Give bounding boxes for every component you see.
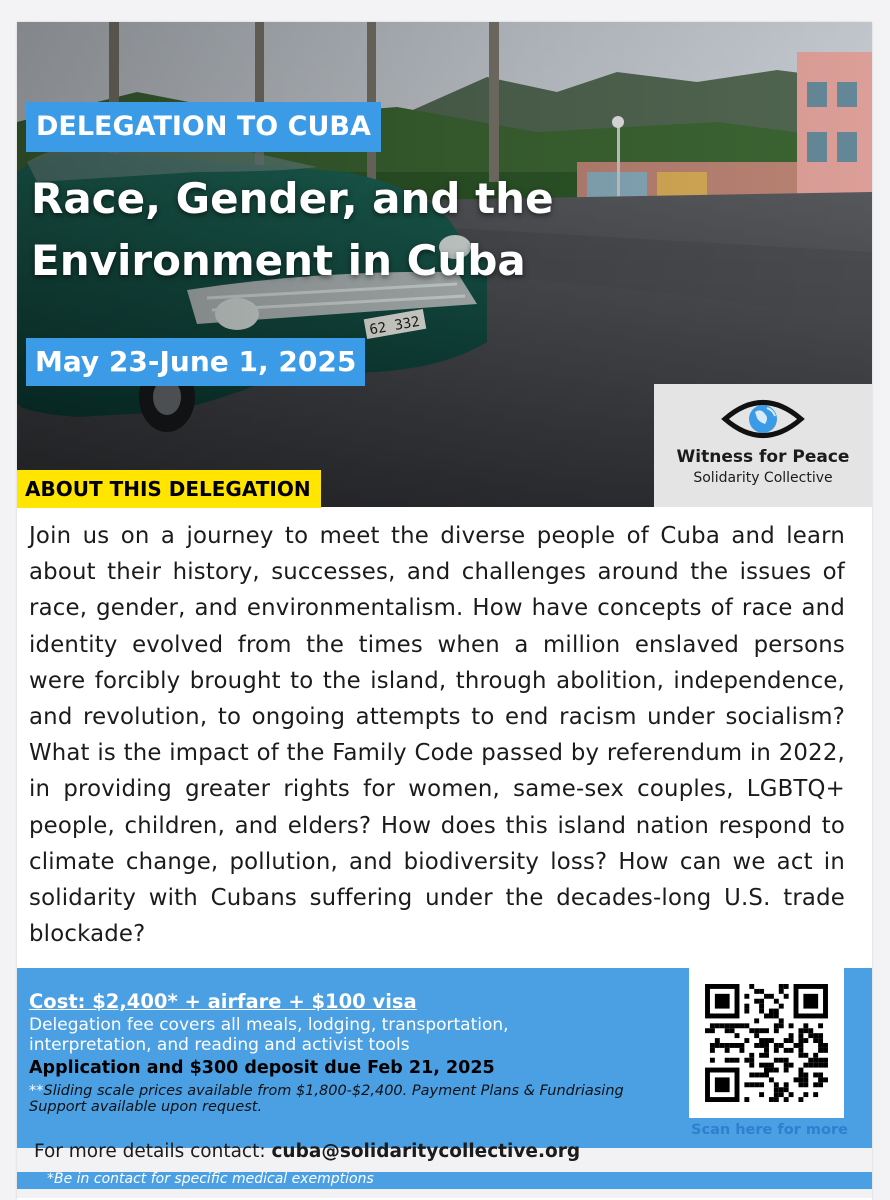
footnote-stars: **	[29, 1083, 44, 1099]
flyer	[17, 22, 872, 1200]
contact-line	[34, 1141, 580, 1162]
about-description: Join us on a journey to meet the diverse people of Cuba and learn about their history, successes, and challenges around the issues of race, gender, and environmentalism. How have concepts of race and identity evolved from the times when a million enslaved persons were forcibly brought to the island, through abolition, independence, and revolution, to ongoing attempts to end racism under socialism? What is the impact of the Family Code passed by referendum in 2022, in providing greater rights for women, same-sex couples, LGBTQ+ people, children, and elders? How does this island nation respond to climate change, pollution, and biodiversity loss? How can we act in solidarity with Cubans suffering under the decades-long U.S. trade blockade?	[29, 523, 845, 948]
title-line-2: Environment in Cuba	[31, 236, 526, 285]
medical-note: *Be in contact for specific medical exemptions	[47, 1171, 374, 1187]
page-title	[31, 168, 651, 292]
cost-summary: Cost: $2,400* + airfare + $100 visa	[29, 990, 417, 1013]
organization-name: Witness for Peace	[676, 447, 850, 467]
deposit-deadline: Application and $300 deposit due Feb 21, 2025	[29, 1058, 495, 1078]
hero-photo	[17, 22, 872, 507]
sliding-scale-note	[29, 1083, 669, 1115]
contact-prefix: For more details contact:	[34, 1141, 272, 1162]
dates-badge: May 23-June 1, 2025	[26, 338, 365, 386]
organization-subtitle: Solidarity Collective	[693, 470, 833, 486]
qr-code[interactable]	[689, 968, 844, 1118]
title-line-1: Race, Gender, and the	[31, 174, 554, 223]
delegation-eyebrow: DELEGATION TO CUBA	[26, 102, 381, 152]
about-heading: ABOUT THIS DELEGATION	[17, 470, 321, 508]
qr-code-icon	[705, 984, 828, 1102]
sliding-scale-text: Sliding scale prices available from $1,800-$2,400. Payment Plans & Fundriasing Support available upon request.	[29, 1083, 624, 1115]
eye-globe-icon	[721, 394, 805, 444]
qr-caption: Scan here for more	[691, 1122, 848, 1138]
fee-description: Delegation fee covers all meals, lodging, transportation, interpretation, and reading and activist tools	[29, 1015, 509, 1055]
contact-email-link[interactable]: cuba@solidaritycollective.org	[271, 1141, 581, 1162]
organization-logo	[654, 384, 872, 507]
